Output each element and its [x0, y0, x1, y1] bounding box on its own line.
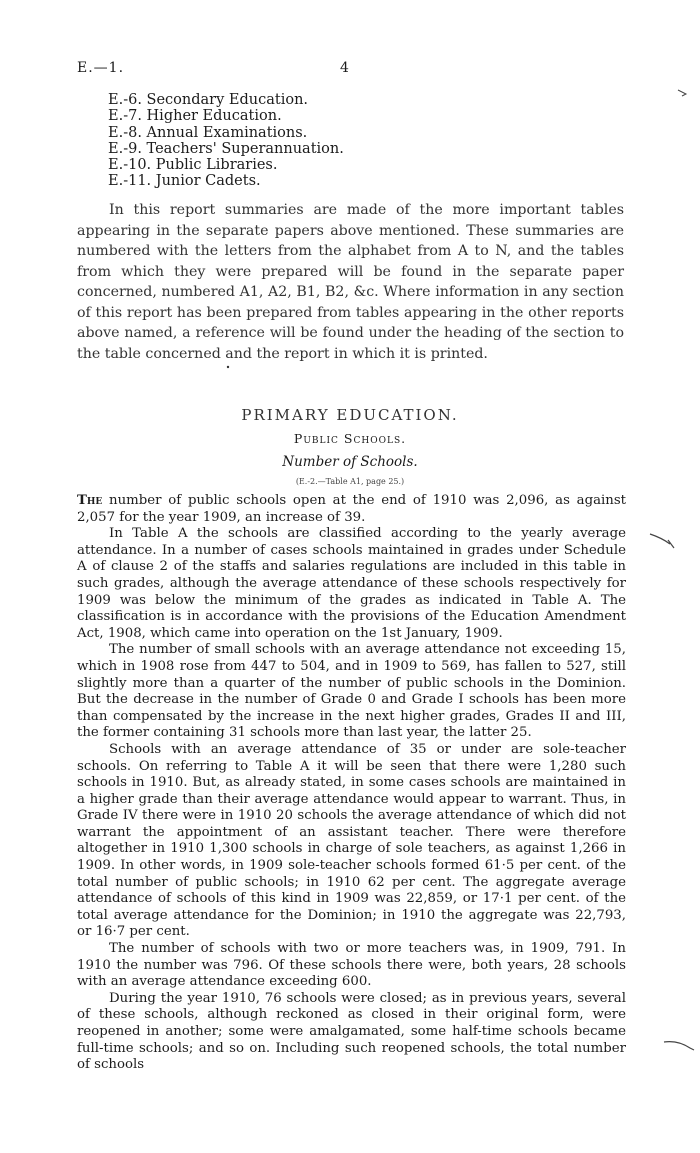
list-item: E.-7. Higher Education. — [108, 108, 282, 125]
body-paragraph: In Table A the schools are classified according to the yearly average attendance. In a number of cases schools maintained in grades under Schedule A of clause 2 of the staffs and salaries regulations are included in this table in such grades, although the average attendance of these schools respectively for 1909 was below the minimum of the grades as indicated in Table A. The classification is in accordance with the provisions of the Education Amendment Act, 1908, which came into operation on the 1st January, 1909. — [77, 526, 626, 641]
list-item: E.-11. Junior Cadets. — [108, 173, 261, 190]
body-text — [77, 493, 626, 1074]
section-subheading: Number of Schools. — [282, 454, 418, 470]
running-header-left: E.—1. — [77, 60, 125, 76]
intro-section — [77, 200, 624, 364]
body-paragraph: The number of schools with two or more teachers was, in 1909, 791. In 1910 the number was 796. Of these schools there were, both years, 28 schools with an average attendance exceeding 600. — [77, 941, 626, 990]
scan-mark — [662, 1038, 696, 1054]
list-item: E.-8. Annual Examinations. — [108, 124, 308, 141]
body-paragraph — [77, 493, 626, 526]
body-paragraph: Schools with an average attendance of 35 or under are sole-teacher schools. On referring to Table A it will be seen that there were 1,280 such schools in 1910. But, as already stated, in some cases schools are maintained in a higher grade than their average attendance would appear to warrant. Thus, in Grade IV there were in 1910 20 schools the average attendance of which did not warrant the appointment of an assistant teacher. There were therefore altogether in 1910 1,300 schools in charge of sole teachers, as against 1,266 in 1909. In other words, in 1909 sole-teacher schools formed 61·5 per cent. of the total number of public schools; in 1910 62 per cent. The aggregate average attendance of schools of this kind in 1909 was 22,859, or 17·1 per cent. of the total average attendance for the Dominion; in 1910 the aggregate was 22,793, or 16·7 per cent. — [77, 741, 626, 940]
list-item: E.-6. Secondary Education. — [108, 92, 309, 108]
intro-paragraph: In this report summaries are made of the more important tables appearing in the separate papers above mentioned. These summaries are numbered with the letters from the alphabet from A to N, and the tables from which they were prepared will be found in the separate paper concerned, numbered A1, A2, B1, B2, &c. Where information in any section of this report has been prepared from tables appearing in the other reports above named, a reference will be found under the heading of the section to the table concerned and the report in which it is printed. — [77, 202, 624, 362]
body-paragraph: The number of small schools with an average attendance not exceeding 15, which in 1908 rose from 447 to 504, and in 1909 to 569, has fallen to 527, still slightly more than a quarter of the number of public schools in the Dominion. But the decrease in the number of Grade 0 and Grade I schools has been more than compensated by the increase in the next higher grades, Grades II and III, the former containing 31 schools more than last year, the latter 25. — [77, 642, 626, 741]
table-reference: (E.-2.—Table A1, page 25.) — [295, 477, 405, 486]
section-subtitle: Public Schools. — [293, 431, 407, 446]
paragraph-text: number of public schools open at the end of 1910 was 2,096, as against 2,057 for the year 1909, an increase of 39. — [77, 493, 626, 525]
body-paragraph: During the year 1910, 76 schools were closed; as in previous years, several of these schools, although reckoned as closed in their original form, were reopened in another; some were amalgamated, some half-time schools became full-time schools; and so on. Including such reopened schools, the total number of schools — [77, 990, 626, 1073]
scan-mark — [648, 530, 678, 554]
section-title: PRIMARY EDUCATION. — [241, 406, 459, 424]
list-item: E.-10. Public Libraries. — [108, 157, 278, 174]
list-item: E.-9. Teachers' Superannuation. — [108, 140, 344, 157]
scan-dot — [226, 365, 230, 369]
report-list — [108, 92, 344, 190]
page-number: 4 — [340, 60, 349, 76]
lead-word: The — [77, 493, 103, 508]
scan-mark — [676, 88, 690, 98]
